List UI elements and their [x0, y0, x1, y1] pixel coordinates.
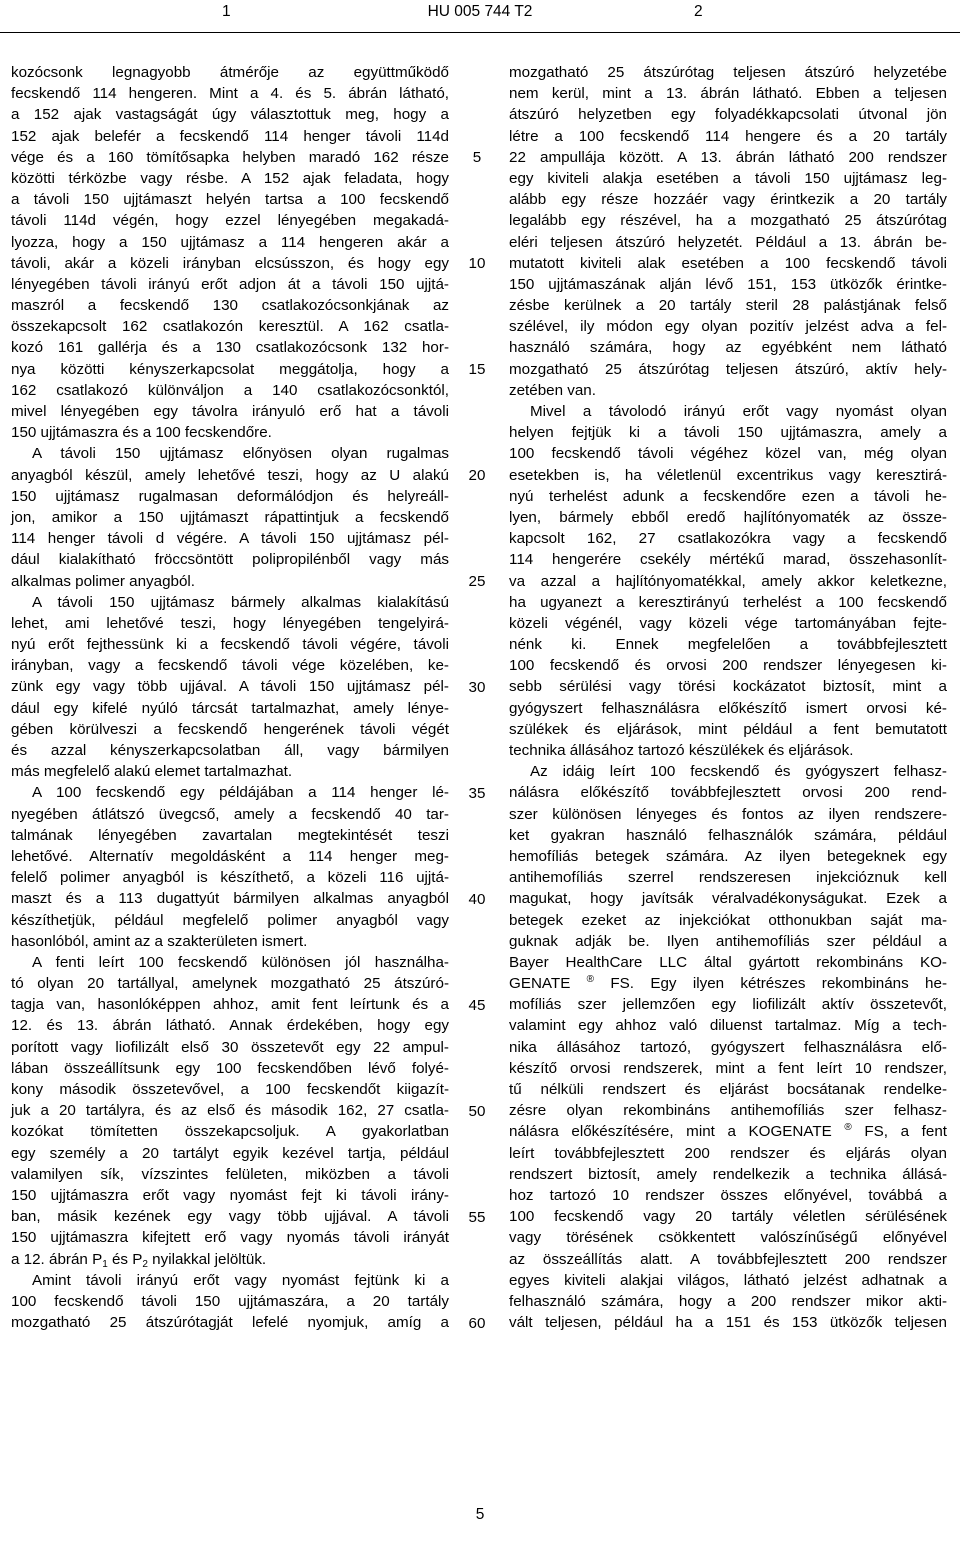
header-left-page-number: 1: [222, 3, 231, 20]
text-line: Bayer HealthCare LLC által gyártott rekombináns KO-: [509, 953, 947, 971]
text-line: mozgatható 25 átszúrótag teljesen átszúró, aktív hely-: [509, 360, 947, 378]
text-line: A 100 fecskendő egy példájában a 114 henger lé-: [32, 784, 449, 802]
text-line: tagja van, hasonlóképpen ahhoz, amit fent leírtunk és a: [11, 996, 449, 1014]
text-line: ban, másik kezének egy vagy több ujjával. A távoli: [11, 1208, 449, 1226]
text-line: Amint távoli irányú erőt vagy nyomást fejtünk ki a: [32, 1271, 449, 1289]
text-line: felhasználó számára, hogy a 200 rendszer mikor akti-: [509, 1292, 947, 1310]
text-line: 150 ujjtámaszra és a 100 fecskendőre.: [11, 424, 272, 442]
text-line: tó olyan 20 tartállyal, amelynek mozgatható 25 átszúró-: [11, 975, 449, 993]
text-line: egyes kiviteli alakjai világos, látható jelzést adhatnak a: [509, 1271, 947, 1289]
text-line: 100 fecskendő távoli 150 ujjtámaszára, a 20 tartály: [11, 1292, 449, 1310]
text-line: leírt továbbfejlesztett 200 rendszer és eljárás olyan: [509, 1144, 947, 1162]
text-line: jon, amikor a 150 ujjtámaszt rápattintjuk a fecskendő: [11, 508, 449, 526]
text-line: mozgatható 25 átszúrótagját lefelé nyomjuk, amíg a: [11, 1314, 449, 1332]
text-line: készíthetjük, például megfelelő polimer anyagból vagy: [11, 911, 449, 929]
text-line: zésbe kerülnek a 20 tartály steril 28 palástjának felső: [509, 297, 947, 315]
text-line: helyen fejtjük ki a távoli 150 ujjtámaszra, amely a: [509, 424, 947, 442]
text-line: valamilyen sík, vízszintes felületen, miközben a távoli: [11, 1165, 449, 1183]
line-number: 15: [468, 360, 486, 378]
text-line: és azzal kényszerkapcsolatban áll, vagy bármilyen: [11, 742, 449, 759]
text-line: rendszert biztosít, amely rendelkezik a technika állásá-: [509, 1165, 947, 1183]
footer-page-number: 5: [475, 1506, 485, 1523]
text-line: zetében van.: [509, 381, 596, 399]
text-line: 100 fecskendő és orvosi 200 rendszer lényegesen ki-: [509, 657, 947, 675]
text-line: nem kerül, mint a 13. ábrán látható. Ebben a teljesen: [509, 85, 947, 103]
text-line: egy személy a 20 tartályt egyik kezével tartja, például: [11, 1144, 449, 1162]
text-line: antihemofíliás szerrel rendszeresen injekcióznuk kell: [509, 869, 947, 887]
text-line: lyozza, hogy a 150 ujjtámasz a 114 hengeren akár a: [11, 233, 449, 251]
line-number: 40: [468, 890, 486, 908]
text-line: gében körülveszi a fecskendő hengerének távoli végét: [11, 720, 449, 738]
right-text-column: [509, 62, 947, 1333]
text-line: az összeállítás alatt. A továbbfejlesztett 200 rendszer: [509, 1250, 947, 1268]
text-line: 114 hengerére csekély mértékű marad, összehasonlít-: [509, 551, 947, 569]
text-line: készítő orvosi rendszerek, mint a fent leírt 10 rendszer,: [509, 1059, 947, 1077]
text-line: lában összeállítsunk egy 100 fecskendőben lévő folyé-: [11, 1059, 449, 1077]
text-line: a 12. ábrán $P_1$ és $P_2$ nyilakkal jelöltük.: [11, 1250, 267, 1270]
text-line: eléri teljesen átszúró helyzetét. Például a 13. ábrán be-: [509, 233, 947, 251]
text-line: betegek ezeket az injekciókat otthonukban saját ma-: [509, 911, 947, 929]
text-line: szélével, ily módon egy olyan pozitív jelzést adva a fel-: [509, 318, 947, 336]
text-line: kozó 161 gallérja és a 130 csatlakozócsonk 132 hor-: [11, 339, 449, 357]
text-line: szülékek és eljárások, mint például a fent bemutatott: [509, 720, 947, 738]
text-line: alkalmas polimer anyagból.: [11, 572, 196, 590]
text-line: A fenti leírt 100 fecskendő különösen jól használha-: [32, 953, 449, 971]
line-number: 30: [468, 678, 486, 696]
text-line: lehet, ami lehetővé teszi, hogy lényegében tengelyirá-: [11, 614, 449, 632]
text-line: 150 ujjtámasz rugalmasan deformálódjon és helyreáll-: [11, 487, 449, 505]
left-text-column: [11, 62, 449, 1333]
text-line: Az idáig leírt 100 fecskendő és gyógyszert felhasz-: [530, 763, 947, 781]
text-line: nénk ki. Ennek megfelelően a továbbfejlesztett: [509, 636, 947, 654]
text-line: lyen, bármely ebből eredő hajlítónyomaték az össze-: [509, 508, 947, 526]
text-line: porított vagy liofilizált első 30 összetevőt egy 22 ampul-: [11, 1038, 449, 1056]
text-line: összekapcsolt 162 csatlakozón keresztül. A 162 csatla-: [11, 318, 449, 336]
text-line: távoli 114d végén, hogy ezzel lényegében megakadá-: [11, 212, 449, 230]
text-line: alább egy része hozzáér vagy érintkezik a 20 tartály: [509, 191, 947, 209]
line-number: 45: [468, 996, 486, 1014]
text-line: vége és a 160 tömítősapka helyben maradó 162 része: [11, 148, 449, 166]
text-line: A távoli 150 ujjtámasz bármely alkalmas kialakítású: [32, 593, 449, 611]
text-line: használó számára, hogy az egyébként nem látható: [509, 339, 947, 357]
text-line: GENATE ® FS. Egy ilyen kétrészes rekombináns he-: [509, 974, 947, 993]
text-line: a távoli 150 ujjtámaszt helyén tartsa a 100 fecskendő: [11, 191, 449, 209]
text-line: ha ugyanezt a keresztirányú terhelést a 100 fecskendő: [509, 593, 947, 611]
text-line: esetekben is, ha véletlenül excentrikus vagy keresztirá-: [509, 466, 947, 484]
text-line: közötti térközbe vagy résbe. A 152 ajak feladata, hogy: [11, 169, 449, 187]
text-line: talmának lényegében zavartalan megtekintését teszi: [11, 826, 449, 844]
text-line: 12. és 13. ábrán látható. Annak érdekében, hogy egy: [11, 1017, 449, 1035]
text-line: gyógyszert felhasználásra előkészítő ismert orvosi ké-: [509, 699, 947, 717]
text-line: szer különösen lényeges és fontos az ilyen rendszere-: [509, 805, 947, 823]
text-line: mivel lényegében egy távolra irányuló erő hat a távoli: [11, 403, 449, 420]
text-line: a 152 ajak vastagságát úgy választottuk meg, hogy a: [11, 106, 449, 124]
text-line: zünk egy vagy több ujjával. A távoli 150 ujjtámasz pél-: [11, 678, 449, 696]
text-line: 152 ajak belefér a fecskendő 114 henger távoli 114d: [11, 127, 449, 145]
line-number: 5: [472, 148, 482, 166]
header-rule: [0, 32, 960, 33]
text-line: mutatott kiviteli alak esetében a 100 fecskendő távoli: [509, 254, 947, 272]
text-line: hemofíliás betegek számára. Az ilyen betegeknek egy: [509, 847, 947, 865]
text-line: 150 ujjtámaszra erőt vagy nyomást fejt ki távoli irány-: [11, 1186, 449, 1204]
text-line: fecskendő 114 hengeren. Mint a 4. és 5. ábrán látható,: [11, 85, 449, 103]
line-number: 50: [468, 1102, 486, 1120]
text-line: más megfelelő alakú elemet tartalmazhat.: [11, 763, 293, 781]
text-line: lehetővé. Alternatív megoldásként a 114 henger meg-: [11, 847, 449, 865]
header-right-page-number: 2: [694, 3, 703, 20]
line-number: 20: [468, 466, 486, 484]
text-line: kony második összetevővel, a 100 fecskendőt kiigazít-: [11, 1081, 449, 1098]
text-line: maszról a fecskendő 130 csatlakozócsonkjának az: [11, 297, 449, 315]
text-line: nya közötti kényszerkapcsolat meggátolja, hogy a: [11, 360, 449, 378]
text-line: hoz tartozó 10 rendszer összes előnyével, továbbá a: [509, 1186, 947, 1204]
line-number: 25: [468, 572, 486, 590]
text-line: nyú terhelést adunk a fecskendőre ezen a távoli he-: [509, 487, 947, 505]
text-line: nálásra előkészítésére, mint a KOGENATE ® FS, a fent: [509, 1122, 947, 1141]
text-line: nyú erőt fejthessünk ki a fecskendő távoli végére, távoli: [11, 636, 449, 654]
text-line: lényegében távoli irányú erőt adjon át a távoli 150 ujjtá-: [11, 275, 449, 293]
text-line: nika állásához tartozó, gyógyszert felhasználásra elő-: [509, 1038, 947, 1056]
text-line: vált teljesen, például ha a 151 és 153 ütközők teljesen: [509, 1314, 947, 1332]
text-line: 100 fecskendő távoli végéhez közel van, még olyan: [509, 445, 947, 463]
text-line: hasonlóból, amint az a szakterületen ismert.: [11, 932, 308, 950]
text-line: magukat, hogy javítsák véralvadékonyságukat. Ezek a: [509, 890, 947, 908]
line-number: 35: [468, 784, 486, 802]
text-line: juk a 20 tartályra, és az első és második 162, 27 csatla-: [11, 1102, 449, 1120]
text-line: legalább egy részével, ha a mozgatható 25 átszúrótag: [509, 212, 947, 230]
text-line: távoli, akár a közeli irányban elcsússzon, és hogy egy: [11, 254, 449, 272]
text-line: 162 csatlakozó különváljon a 140 csatlakozócsonktól,: [11, 381, 449, 399]
text-line: 150 ujjtámaszának alján lévő 151, 153 ütközők érintke-: [509, 275, 947, 293]
text-line: vagy törésének csökkentett valószínűségű előnyével: [509, 1229, 947, 1247]
line-number: 60: [468, 1314, 486, 1332]
text-line: mozgatható 25 átszúrótag teljesen átszúró helyzetébe: [509, 64, 947, 81]
text-line: maszt és a 113 dugattyút bármilyen alkalmas anyagból: [11, 890, 449, 908]
text-line: irányban, vagy a fecskendő távoli vége közelében, ke-: [11, 657, 449, 675]
text-line: va azzal a hajlítónyomatékkal, amely akkor keletkezne,: [509, 572, 947, 590]
text-line: A távoli 150 ujjtámasz előnyösen olyan rugalmas: [32, 445, 449, 463]
text-line: guknak adják be. Ilyen antihemofíliás szer például a: [509, 932, 947, 950]
text-line: közeli végénél, vagy közeli vége tartományában fejte-: [509, 614, 947, 632]
text-line: felelő polimer anyagból is készíthető, a közeli 116 ujjtá-: [11, 869, 449, 887]
text-line: létre a 100 fecskendő 114 hengere és a 20 tartály: [509, 127, 947, 145]
text-line: Mivel a távolodó irányú erőt vagy nyomást olyan: [530, 403, 947, 420]
text-line: valamint egy ahhoz való diluenst tartalmaz. Míg a tech-: [509, 1017, 947, 1035]
text-line: nyegében átlátszó üvegcső, amely a fecskendő 40 tar-: [11, 805, 449, 823]
text-line: 100 fecskendő vagy 20 tartály véletlen sérülésének: [509, 1208, 947, 1226]
text-line: technika állásához tartozó készülékek és eljárások.: [509, 742, 854, 759]
line-number: 10: [468, 254, 486, 272]
text-line: 114 henger távoli d végére. A távoli 150 ujjtámasz pél-: [11, 530, 449, 548]
text-line: egy kiviteli alakja esetében a távoli 150 ujjtámasz leg-: [509, 169, 947, 187]
text-line: dául kialakítható fröccsöntött polipropilénből vagy más: [11, 551, 449, 569]
text-line: 150 ujjtámaszra kifejtett erő vagy nyomás távoli irányát: [11, 1229, 449, 1247]
text-line: kapcsolt 162, 27 csatlakozókra vagy a fecskendő: [509, 530, 947, 548]
text-line: dául egy kifelé nyúló tárcsát tartalmazhat, amely lénye-: [11, 699, 449, 717]
text-line: mofíliás szer jellemzően egy liofilizált aktív összetevőt,: [509, 996, 947, 1014]
text-line: 22 ampullája között. A 13. ábrán látható 200 rendszer: [509, 148, 947, 166]
text-line: nálásra előkészítő továbbfejlesztett orvosi 200 rend-: [509, 784, 947, 802]
text-line: tű nélküli rendszert és eljárást bocsátanak rendelke-: [509, 1081, 947, 1098]
text-line: anyagból készül, amely lehetővé teszi, hogy az U alakú: [11, 466, 449, 484]
text-line: sebb sérülési vagy törési kockázatot biztosít, mint a: [509, 678, 947, 696]
text-line: kozókat tömítetten összekapcsoljuk. A gyakorlatban: [11, 1123, 449, 1141]
text-line: kozócsonk legnagyobb átmérője az együttműködő: [11, 64, 449, 81]
line-number: 55: [468, 1208, 486, 1226]
text-line: zésre olyan rekombináns antihemofíliás szer felhasz-: [509, 1102, 947, 1120]
text-line: átszúró helyzetben egy folyadékkapcsolati útvonal jön: [509, 106, 947, 124]
text-line: ket gyakran használó felhasználók számára, például: [509, 826, 947, 844]
header-patent-number: HU 005 744 T2: [427, 3, 533, 20]
